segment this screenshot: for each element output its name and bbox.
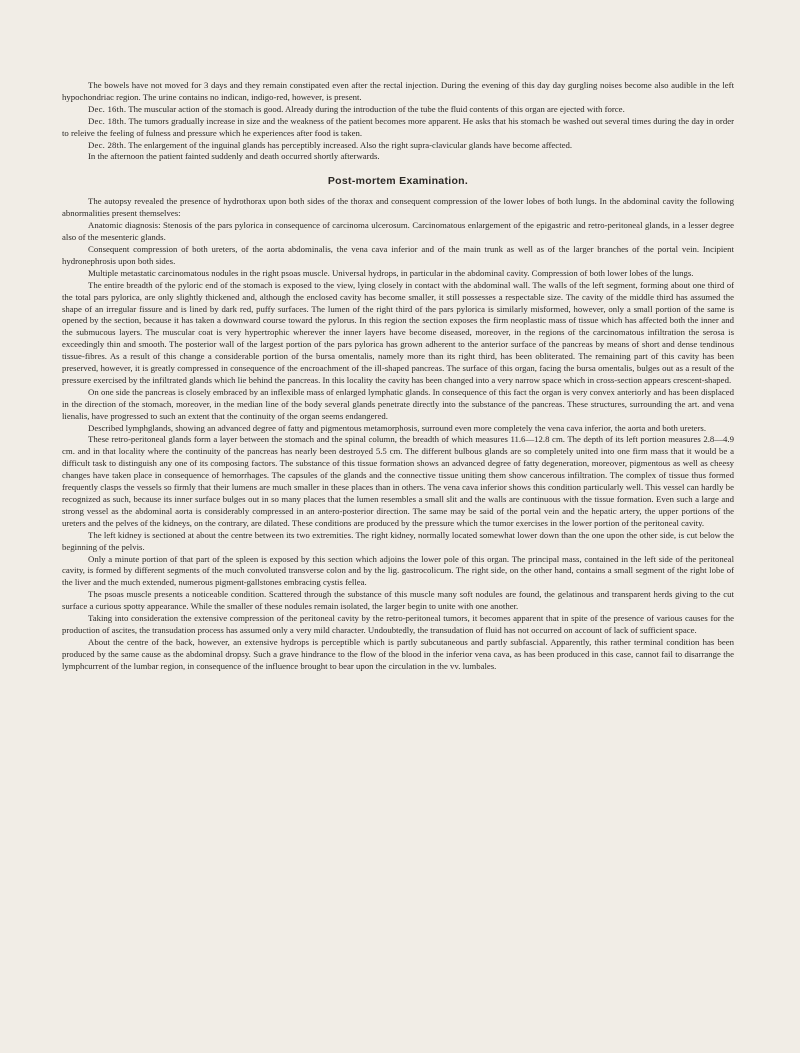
paragraph: The left kidney is sectioned at about the centre between its two extremities. The right kidney, normally located somewhat lower down than the one upon the other side, is cut below the beginning of the pelvis. <box>62 529 734 552</box>
paragraph: Multiple metastatic carcinomatous nodules in the right psoas muscle. Universal hydrops, in particular in the abdominal cavity. Compression of both lower lobes of the lungs. <box>88 267 694 278</box>
paragraph: Anatomic diagnosis: Stenosis of the pars pylorica in consequence of carcinoma ulcerosum. Carcinomatous enlargement of the epigastric and retro-peritoneal glands, in a lesser degree also of the mesenteric glands. <box>62 220 734 243</box>
post-mortem-findings <box>62 196 734 672</box>
paragraph: The autopsy revealed the presence of hydrothorax upon both sides of the thorax and consequent compression of the lower lobes of both lungs. In the abdominal cavity the following abnormalities present themselves: <box>62 196 734 219</box>
paragraph: Only a minute portion of that part of the spleen is exposed by this section which adjoins the lower pole of this organ. The principal mass, contained in the left side of the peritoneal cavity, is formed by different segments of the much convoluted transverse colon and by the lig. gastrocolicum. The right side, on the other hand, contains a small segment of the right lobe of the liver and the much extended, numerous pigment-gallstones embracing cystis fellea. <box>62 553 734 588</box>
paragraph: The psoas muscle presents a noticeable condition. Scattered through the substance of this muscle many soft nodules are found, the gelatinous and transparent herds giving to the cut surface a curious spotty appearance. While the smaller of these nodules remain isolated, the larger begin to unite with one another. <box>62 589 734 612</box>
paragraph: Dec. 18th. The tumors gradually increase in size and the weakness of the patient becomes more apparent. He asks that his stomach be washed out several times during the day in order to releive the feeling of fulness and pressure which he experiences after food is taken. <box>62 115 734 138</box>
date-label: Dec. 28th. <box>88 139 127 150</box>
paragraph: The entire breadth of the pyloric end of the stomach is exposed to the view, lying closely in contact with the abdominal wall. The walls of the left segment, forming about one third of the total pars pylorica, are only slightly thickened and, although the enclosed cavity has become smaller, it still possesses a respectable size. The cavity of the middle third has assumed the shape of an irregular fissure and is lined by dark red, puffy surfaces. The lumen of the right third of the pars pylorica is similarly misformed, however, only a small portion of the same is opened by the section, because it has taken a downward course toward the pylorus. In this region the section exposes the firm neoplastic mass of tissue which has affected both the inner and the submucous layers. The muscular coat is very hypertrophic wherever the inner layers have become diseased, moreover, in the regions of the carcinomatous infiltration the serosa is exceedingly thin and smooth. The posterior wall of the largest portion of the pars pylorica has grown adherent to the anterior surface of the pancreas by means of short and dense tendinous tissue-fibres. As a result of this change a considerable portion of the bursa omentalis, namely more than its right third, has been obliterated. The remaining part of this cavity has been preserved, however, it is greatly compressed in consequence of the encroachment of the ill-shaped pancreas. The surface of this organ, facing the bursa omentalis, bulges out as a result of the pressure exercised by the infiltrated glands which lie behind the pancreas. In this locality the cavity has been changed into a very narrow space which in cross-section appears crescent-shaped. <box>62 279 734 385</box>
paragraph: These retro-peritoneal glands form a layer between the stomach and the spinal column, the breadth of which measures 11.6—12.8 cm. The depth of its left portion measures 2.8—4.9 cm. and in that locality where the continuity of the pancreas has nearly been destroyed 5.5 cm. The different bulbous glands are so completely united into one firm mass that it would be a difficult task to distinguish any one of its composing factors. The substance of this tissue formation shows an advanced degree of fatty degeneration, moreover, pigmentous as well as cheesy changes have taken place in consequence of hemorrhages. The capsules of the glands and the connective tissue uniting them show cancerous infiltration. The complex of tissue thus formed frequently clasps the vessels so firmly that their lumens are much smaller in these places than in others. The vena cava inferior shows this condition particularly well. This vessel can hardly be recognized as such, because its inner surface bulges out in so many places that the lumen resembles a small slit and the walls are continuous with the tissue formation. Even such a large and strong vessel as the abdominal aorta is considerably compressed in an antero-posterior direction. The same may be said of the portal vein and the hepatic artery, the upper portions of the ureters and the pelves of the kidneys, on the contrary, are dilated. These conditions are produced by the pressure which the tumor exercises in the lower portion of the peritoneal cavity. <box>62 434 734 528</box>
paragraph: Consequent compression of both ureters, of the aorta abdominalis, the vena cava inferior and of the main trunk as well as of the larger branches of the portal vein. Incipient hydronephrosis upon both sides. <box>62 243 734 266</box>
paragraph: Described lymphglands, showing an advanced degree of fatty and pigmentous metamorphosis, surround even more completely the vena cava inferior, the aorta and both ureters. <box>88 422 707 433</box>
paragraph: On one side the pancreas is closely embraced by an inflexible mass of enlarged lymphatic glands. In consequence of this fact the organ is very convex anteriorly and has been displaced in the direction of the stomach, moreover, in the median line of the body several glands penetrate directly into the substance of the pancreas. These structures, surrounding the art. and vena lienalis, have progressed to such an extent that the continuity of the organ seems endangered. <box>62 386 734 421</box>
date-label: Dec. 16th. <box>88 103 127 114</box>
clinical-notes <box>62 80 734 163</box>
paragraph: Dec. 16th. The muscular action of the stomach is good. Already during the introduction of the tube the fluid contents of this organ are ejected with force. <box>88 103 625 114</box>
date-label: Dec. 18th. <box>88 115 127 126</box>
paragraph: In the afternoon the patient fainted suddenly and death occurred shortly afterwards. <box>88 151 380 162</box>
section-title: Post-mortem Examination. <box>327 175 469 188</box>
paragraph: Taking into consideration the extensive compression of the peritoneal cavity by the retro-peritoneal tumors, it becomes apparent that in spite of the presence of various causes for the production of ascites, the transudation process has assumed only a very mild character. Undoubtedly, the transudation of fluid has not occurred on account of lack of sufficient space. <box>62 613 734 635</box>
paragraph: Dec. 28th. The enlargement of the inguinal glands has perceptibly increased. Also the right supra-clavicular glands have become affected. <box>88 139 573 150</box>
paragraph: The bowels have not moved for 3 days and they remain constipated even after the rectal injection. During the evening of this day day gurgling noises become also audible in the left hypochondriac region. The urine contains no indican, indigo-red, however, is present. <box>62 80 734 102</box>
paragraph: About the centre of the back, however, an extensive hydrops is perceptible which is partly subcutaneous and partly subfascial. Apparently, this rather terminal condition has been produced by the same cause as the abdominal dropsy. Such a grave hindrance to the flow of the blood in the inferior vena cava, as has been produced in this case, cannot fail to disarrange the lymphcurrent of the lumbar region, in consequence of the influence brought to bear upon the circulation in the vv. lumbales. <box>62 636 734 671</box>
